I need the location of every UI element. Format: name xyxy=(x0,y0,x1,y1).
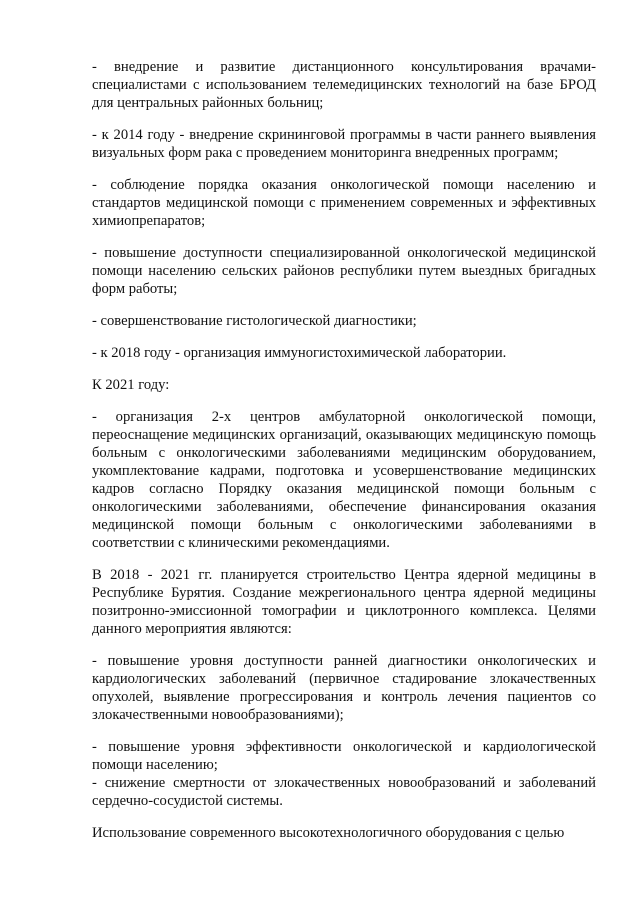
paragraph-ihc-lab-2018: - к 2018 году - организация иммуногистохимической лаборатории. xyxy=(92,345,507,361)
paragraph-screening-2014: - к 2014 году - внедрение скрининговой программы в части раннего выявления визуальных форм рака с проведением мониторинга внедренных программ; xyxy=(92,127,596,161)
paragraph-diagnostics-access: - повышение уровня доступности ранней диагностики онкологических и кардиологических заболеваний (первичное стадирование злокачественных опухолей, выявление прогрессирования и контроль лечения пациентов со злокачественными новообразованиями); xyxy=(92,653,596,723)
paragraph-rural-access: - повышение доступности специализированной онкологической медицинской помощи населению сельских районов республики путем выездных бригадных форм работы; xyxy=(92,245,596,297)
paragraph-efficiency: - повышение уровня эффективности онкологической и кардиологической помощи населению; xyxy=(92,739,596,773)
paragraph-equipment-usage: Использование современного высокотехнологичного оборудования с целью xyxy=(92,825,565,841)
paragraph-histology: - совершенствование гистологической диагностики; xyxy=(92,313,417,329)
paragraph-heading-2021: К 2021 году: xyxy=(92,377,170,393)
paragraph-ambulatory-centers: - организация 2-х центров амбулаторной онкологической помощи, переоснащение медицинских организаций, оказывающих медицинскую помощь больным с онкологическими заболеваниями медицинским оборудованием, укомплектование кадрами, подготовка и усовершенствование медицинских кадров согласно Порядку оказания медицинской помощи больным с онкологическими заболеваниями, обеспечение финансирования оказания медицинской помощи больным с онкологическими заболеваниями в соответствии с клиническими рекомендациями. xyxy=(92,409,596,551)
paragraph-standards: - соблюдение порядка оказания онкологической помощи населению и стандартов медицинской помощи с применением современных и эффективных химиопрепаратов; xyxy=(92,177,596,229)
paragraph-mortality: - снижение смертности от злокачественных новообразований и заболеваний сердечно-сосудистой системы. xyxy=(92,775,596,809)
paragraph-telemedicine: - внедрение и развитие дистанционного консультирования врачами-специалистами с использованием телемедицинских технологий на базе БРОД для центральных районных больниц; xyxy=(92,59,596,111)
paragraph-nuclear-center: В 2018 - 2021 гг. планируется строительство Центра ядерной медицины в Республике Бурятия. Создание межрегионального центра ядерной медицины позитронно-эмиссионной томографии и циклотронного комплекса. Целями данного мероприятия являются: xyxy=(92,567,596,637)
document-body xyxy=(92,58,596,856)
